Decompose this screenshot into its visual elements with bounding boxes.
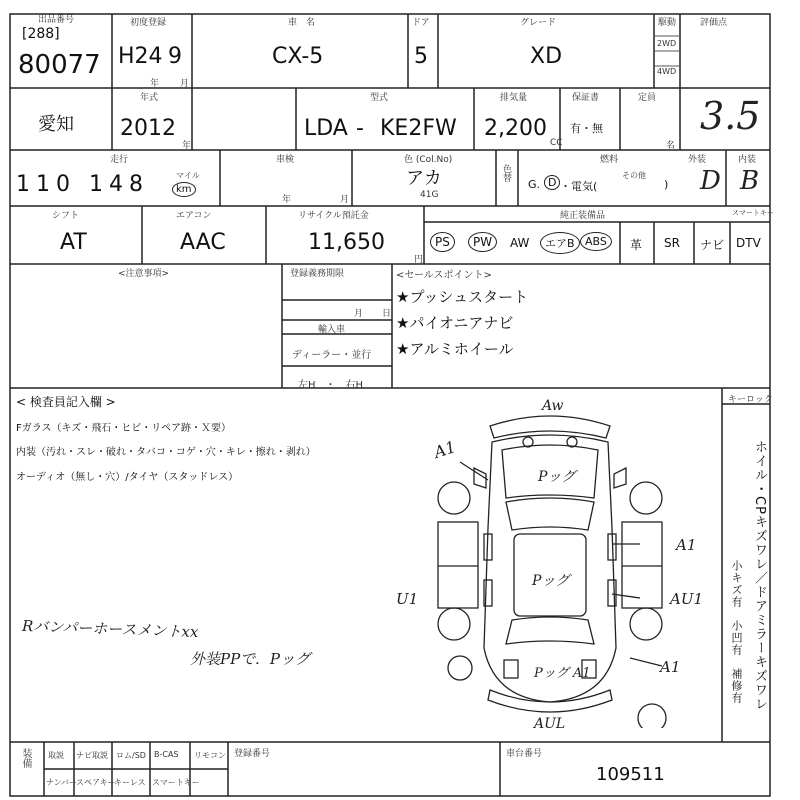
interior: B [740,166,760,196]
first-reg-month: 9 [168,44,182,69]
mark-right-front-door: A1 [676,536,697,554]
footer-bcas: B-CAS [154,750,179,759]
footer-reg-label: 登録番号 [234,749,271,759]
footer-keyless: キーレス [114,778,146,787]
footer-spare-key: スペアキー [76,778,116,787]
import-dealer: ディーラー・並行 [292,350,372,361]
footer-number: ナンバー [46,778,78,787]
year-unit-2: 年 [182,141,192,151]
inspector-line-1: Fガラス（キズ・飛石・ヒビ・リペア跡・Ｘ要） [16,423,232,434]
inspector-title: < 検査員記入欄 > [16,395,116,409]
month-unit: 月 [180,79,190,89]
lot-number: 80077 [18,50,101,80]
year-unit: 年 [150,79,160,89]
type-label: 型式 [370,93,389,103]
footer-smart-key: スマートキー [152,778,200,787]
handwritten-note-1: Rバンパーホースメントxx [21,616,199,642]
inspection-year: 年 [282,195,292,205]
mileage: 110 148 [16,172,149,197]
exterior: D [700,166,721,196]
fuel-gas: G. [528,178,541,191]
footer-chassis-label: 車台番号 [506,749,543,759]
year: 2012 [120,116,176,141]
fuel-label: 燃料 [600,155,619,165]
mark-left-door: U1 [396,590,419,608]
drive-4wd: 4WD [657,67,677,76]
exterior-label: 外装 [688,155,707,165]
caution-label: <注意事項> [118,269,170,279]
cc-label: 排気量 [500,93,528,103]
dealer-label: 登録義務期限 [290,269,345,279]
sales-point-1: ★プッシュスタート [396,288,529,306]
first-reg: H24 [118,44,163,69]
warranty-label: 保証書 [572,93,600,103]
equip-pw: PW [468,232,497,252]
equip-label: 純正装備品 [560,211,606,221]
footer-rom-sd: ロム/SD [116,751,146,760]
fuel-close: ) [664,178,669,191]
mark-right-rear-door: AU1 [670,590,704,608]
mark-roof: Pッグ [532,573,570,589]
type-dash: - [356,116,364,141]
ac: AAC [180,230,226,255]
capacity-unit: 名 [666,141,676,151]
mileage-label: 走行 [110,155,129,165]
smartkey-label: スマートキー [732,209,774,217]
vertical-note: ホイル・CPキズワレ／ドアミラーキズワレ [752,440,767,711]
ac-label: エアコン [176,211,212,221]
footer-chassis: 109511 [596,764,665,785]
inspector-line-3: オーディオ（無し・穴）/タイヤ（スタッドレス） [16,472,239,483]
mileage-unit: km [172,182,196,197]
color: アカ [406,168,442,189]
mark-right-rear: A1 [660,658,681,676]
color-no: 41G [420,190,439,200]
dealer-month: 月 [354,309,364,319]
color-label: 色 (Col.No) [404,155,453,165]
recycle: 11,650 [308,230,385,255]
mark-hood: Pッグ [538,469,576,485]
footer-navi-manual: ナビ取説 [76,751,108,760]
shift: AT [60,230,87,255]
region: 愛知 [38,114,74,135]
interior-label: 内装 [738,155,757,165]
type-prefix: LDA [304,116,348,141]
fuel-diesel: D [544,175,560,190]
color-change: 色替 [501,164,511,182]
mile-label: マイル [176,171,200,180]
keylock-label: キーロック [728,395,773,405]
equip-airbag: エアB [540,232,580,254]
sales-point-3: ★アルミホイール [396,340,514,358]
cc: 2,200 [484,116,547,141]
score-label: 評価点 [700,18,728,28]
footer-manual: 取説 [48,751,64,760]
inspection-month: 月 [340,195,350,205]
doors-label: ドア [412,18,430,28]
grade-label: グレード [520,18,557,28]
cc-unit: CC [550,138,563,148]
equip-ps: PS [430,232,455,252]
equip-sr: SR [664,236,680,250]
equip-leather: 革 [630,238,643,252]
footer-equip-label: 装備 [20,748,31,768]
drive-label: 駆動 [658,18,677,28]
mark-trunk: Pッグ A1 [534,666,591,681]
model-label: 車 名 [288,18,316,28]
fuel-other: その他 [622,171,646,180]
vertical-note-2: 小キズ有 小凹有 補修有 [730,560,743,704]
capacity-label: 定員 [638,93,657,103]
doors: 5 [414,44,428,69]
mark-left-front: A1 [431,437,459,462]
mark-rear-bumper: AUL [534,716,566,732]
footer-remote: リモコン [194,751,226,760]
inspector-line-2: 内装（汚れ・スレ・破れ・タバコ・コゲ・穴・キレ・擦れ・剥れ） [16,447,316,458]
lot-label: 出品番号 [38,15,75,25]
equip-abs: ABS [580,232,612,251]
mark-front: Aw [542,398,564,414]
lot-code: [288] [22,26,60,42]
year-label: 年式 [140,93,159,103]
first-reg-label: 初度登録 [130,18,167,28]
import-label: 輸入車 [318,325,346,335]
handwritten-note-2: 外装PPで．Pッグ [190,650,310,668]
equip-dtv: DTV [736,236,761,250]
score: 3.5 [700,94,761,138]
drive-2wd: 2WD [657,39,677,48]
dealer-day: 日 [382,309,392,319]
handle: 左H ・ 右H [298,380,364,391]
sales-point-2: ★パイオニアナビ [396,314,514,332]
inspection-label: 車検 [276,155,295,165]
model: CX-5 [272,44,324,69]
equip-aw: AW [510,236,530,250]
sales-label: <セールスポイント> [396,270,492,281]
grade: XD [530,44,563,69]
shift-label: シフト [52,211,80,221]
warranty: 有・無 [570,122,603,135]
equip-navi: ナビ [700,238,725,252]
recycle-unit: 円 [414,255,424,265]
type: KE2FW [380,116,457,141]
fuel-electric: ・電気( [560,180,598,193]
recycle-label: リサイクル預託金 [298,211,369,221]
